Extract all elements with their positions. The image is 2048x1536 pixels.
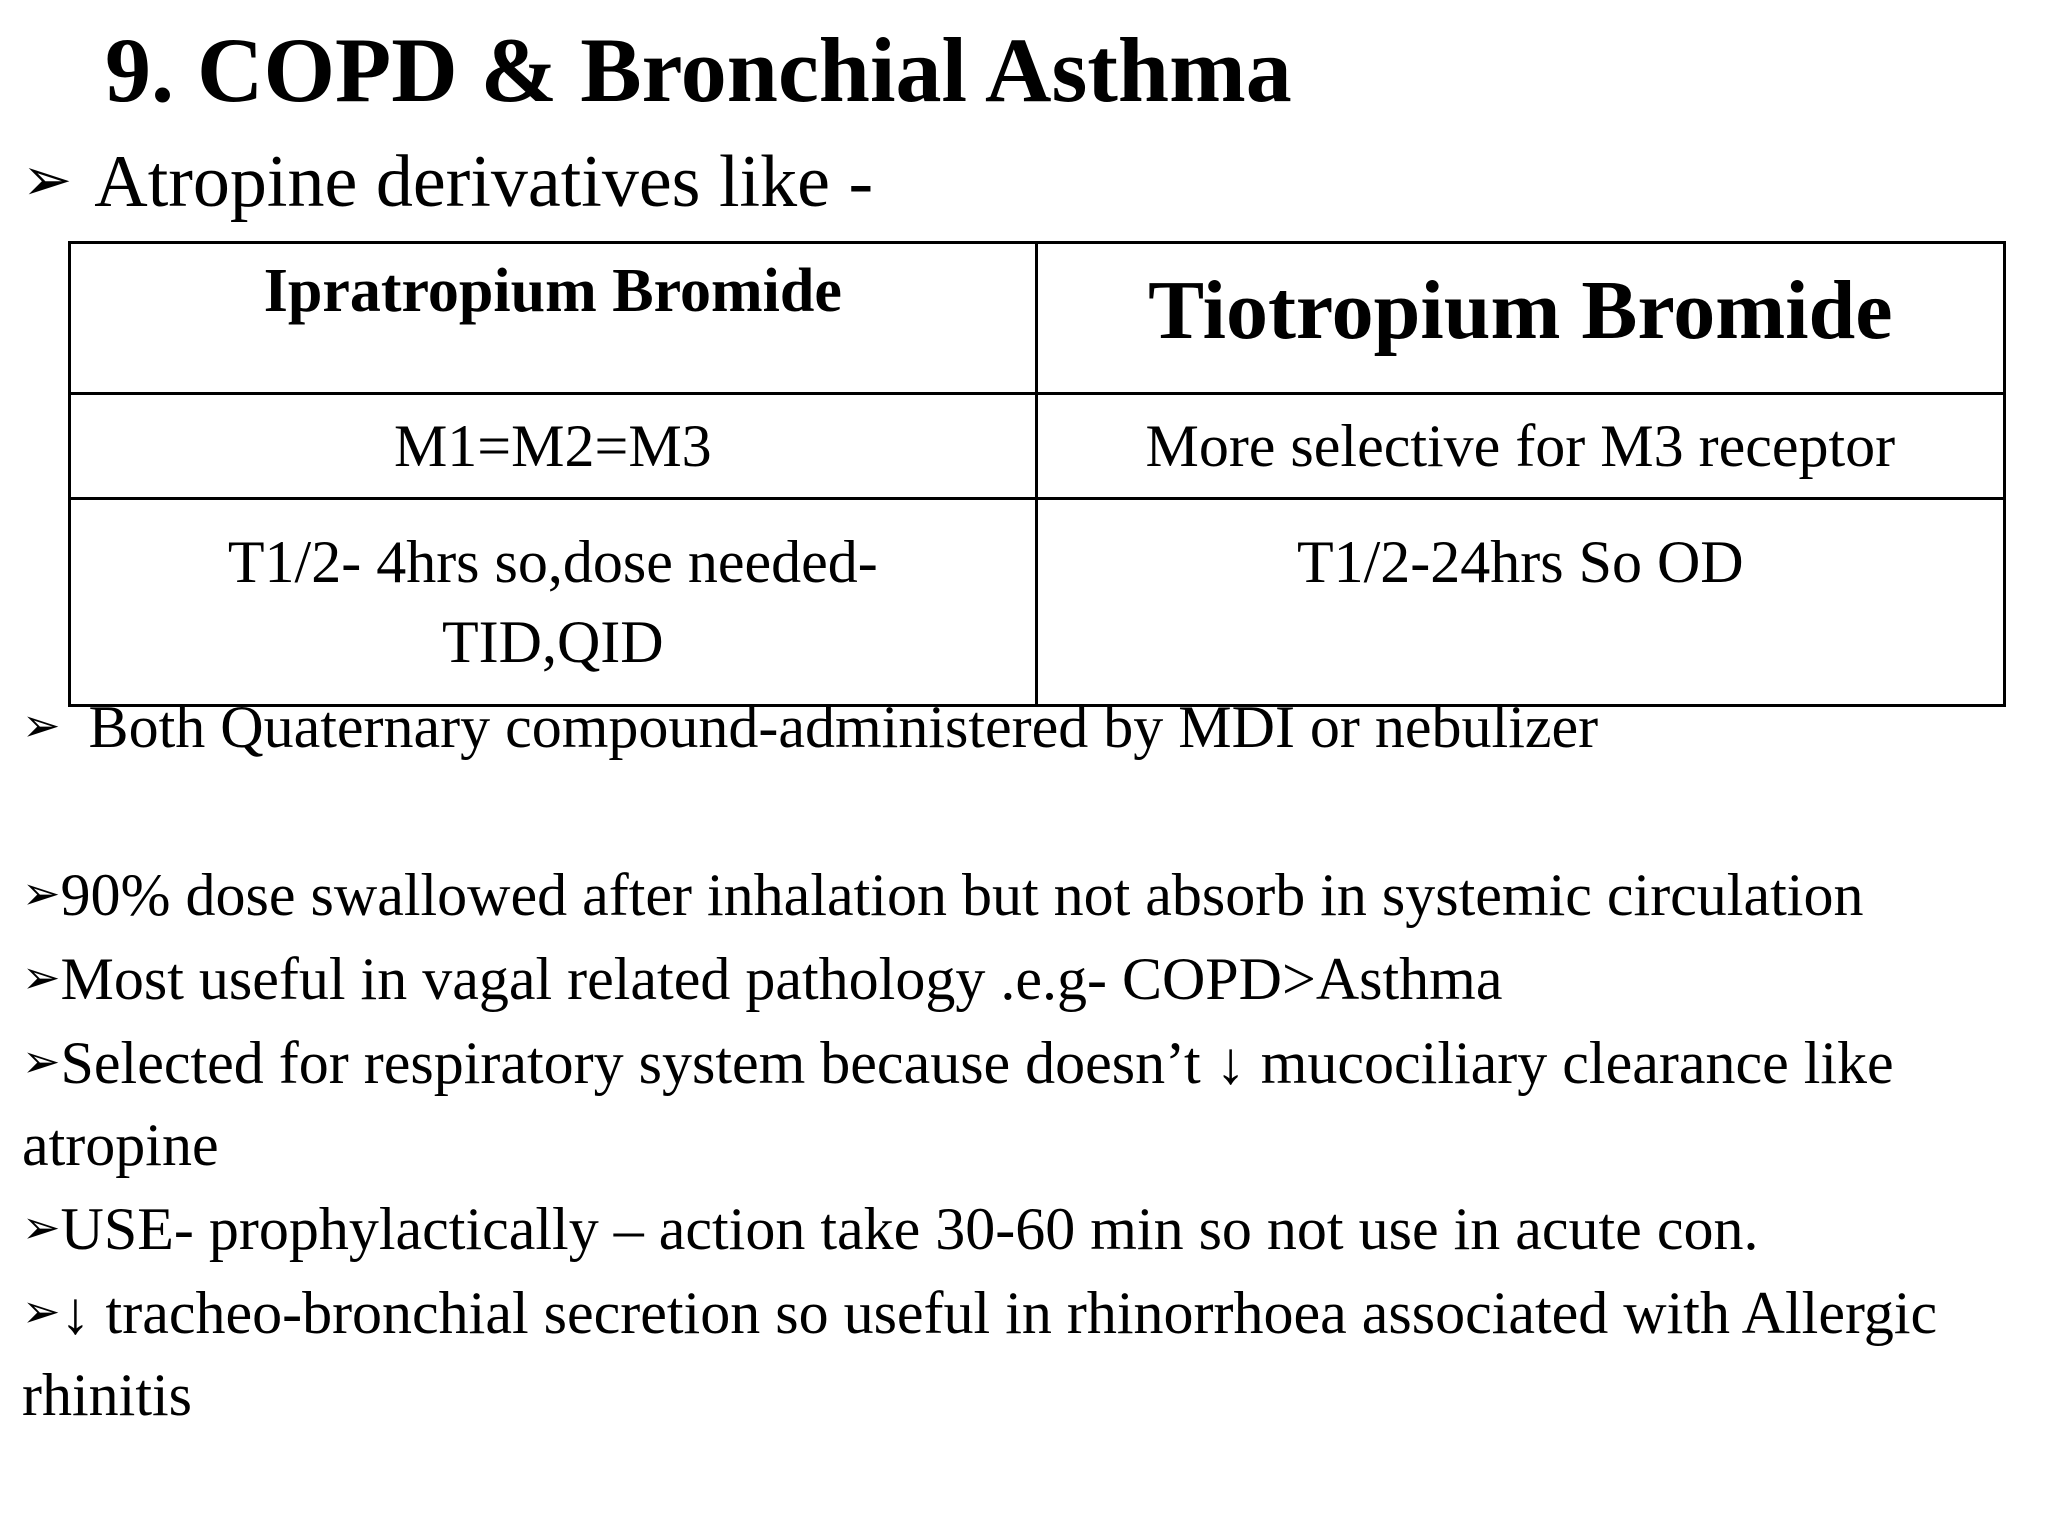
list-item: ➢Most useful in vagal related pathology .e.g- COPD>Asthma [22,936,2032,1020]
spacer [22,768,2032,852]
bullet-arrow-icon: ➢ [22,145,73,215]
list-item: ➢90% dose swallowed after inhalation but not absorb in systemic circulation [22,852,2032,936]
table-row [70,499,2005,706]
list-item: ➢USE- prophylactically – action take 30-60 min so not use in acute con. [22,1186,2032,1270]
list-item: ➢Selected for respiratory system because doesn’t ↓ mucociliary clearance like atropine [22,1020,2032,1186]
header-tiotropium: Tiotropium Bromide [1036,243,2004,394]
bullet-arrow-icon: ➢ [22,1200,61,1254]
bullet-list [22,684,2032,1436]
table-cell: T1/2- 4hrs so,dose needed-TID,QID [70,499,1037,706]
list-item: ➢ Both Quaternary compound-administered by MDI or nebulizer [22,684,2032,768]
bullet-arrow-icon: ➢ [22,1034,61,1088]
intro-line [22,140,873,225]
list-item: ➢↓ tracheo-bronchial secretion so useful in rhinorrhoea associated with Allergic rhinitis [22,1270,2032,1436]
table-row [70,394,2005,499]
table-cell: M1=M2=M3 [70,394,1037,499]
bullet-arrow-icon: ➢ [22,1284,61,1338]
table-header-row [70,243,2005,394]
bullet-arrow-icon: ➢ [22,866,61,920]
table-cell: T1/2-24hrs So OD [1036,499,2004,706]
bullet-arrow-icon: ➢ [22,698,61,752]
slide-title: 9. COPD & Bronchial Asthma [105,19,1292,121]
comparison-table [68,241,2006,707]
table-cell: More selective for M3 receptor [1036,394,2004,499]
header-ipratropium: Ipratropium Bromide [70,243,1037,394]
bullet-arrow-icon: ➢ [22,950,61,1004]
intro-text: Atropine derivatives like - [94,141,874,223]
